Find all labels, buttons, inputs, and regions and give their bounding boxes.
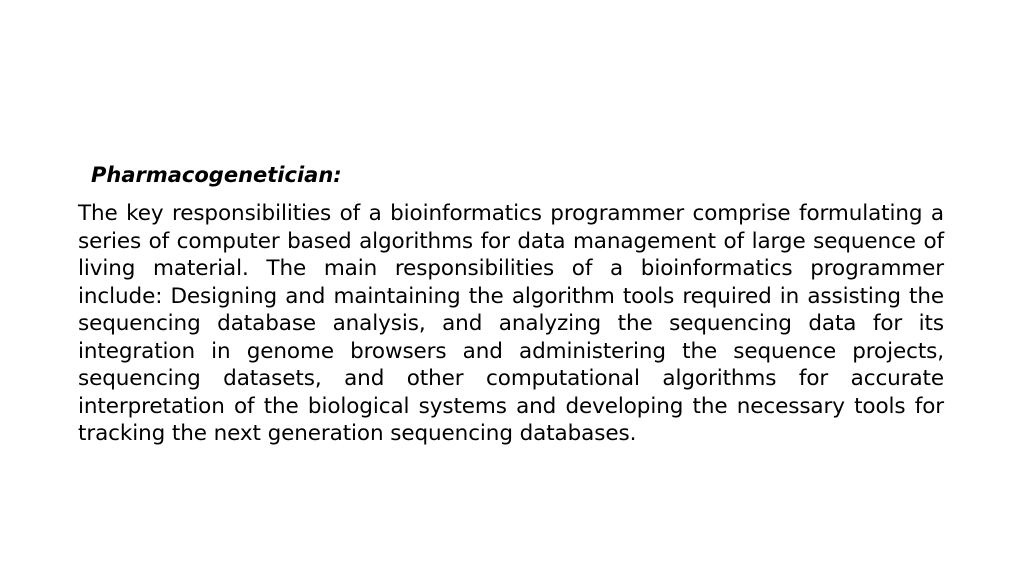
slide-body-paragraph: The key responsibilities of a bioinformatics programmer comprise formulating a series of computer based algorithms for data management of large sequence of living material. The main responsibilities of a bioinformatics programmer include: Designing and maintaining the algorithm tools required in assisting the sequencing database analysis, and analyzing the sequencing data for its integration in genome browsers and administering the sequence projects, sequencing datasets, and other computational algorithms for accurate interpretation of the biological systems and developing the necessary tools for tracking the next generation sequencing databases.	[78, 201, 944, 446]
slide-heading: Pharmacogenetician:	[91, 163, 342, 187]
